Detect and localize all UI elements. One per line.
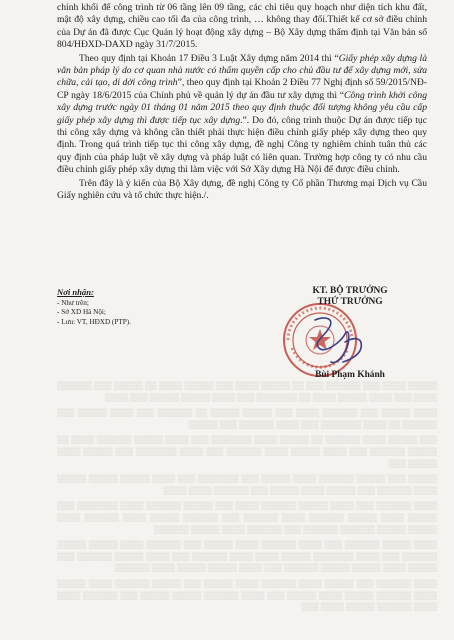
recipient-item: - Sở XD Hà Nội;: [57, 308, 106, 317]
signature-title: THỨ TRƯỞNG: [317, 297, 383, 307]
letter-body: [57, 2, 427, 203]
signer-name: Bùi Phạm Khánh: [315, 370, 385, 380]
recipients-title: Nơi nhận:: [57, 287, 94, 297]
recipient-item: - Lưu: VT, HĐXD (PTP).: [57, 317, 131, 326]
recipient-item: - Như trên;: [57, 298, 89, 307]
quote-decree-article: Công trình khởi công xây dựng trước ngày 01 tháng 01 năm 2015 theo quy định thuộc đối tượng không yêu cầu cấp giấy phép xây dựng thì được tiếp tục xây dựng: [57, 89, 428, 126]
recipients-block: [57, 288, 217, 327]
paragraph-scope: chính khối đế công trình từ 06 tầng lên 09 tầng, các chỉ tiêu quy hoạch như diện tích khu đất, mật độ xây dựng, chiều cao tối đa của công trình, … không thay đổi.Thiết kế cơ sở điều chỉnh của Dự án đã được Cục Quản lý hoạt động xây dựng – Bộ Xây dựng thẩm định tại Văn bản số 804/HĐXD-DAXD ngày 31/7/2015.: [57, 2, 427, 51]
handwritten-signature-icon: [305, 312, 375, 372]
signature-block: [285, 286, 415, 308]
paragraph-legal-basis: Theo quy định tại Khoản 17 Điều 3 Luật Xây dựng năm 2014 thì “Giấy phép xây dựng là văn bản pháp lý do cơ quan nhà nước có thẩm quyền cấp cho chủ đầu tư để xây dựng mới, sửa chữa, cải tạo, di dời công trình”, theo quy định tại Khoản 2 Điều 77 Nghị định số 59/2015/NĐ-CP ngày 18/6/2015 của Chính phủ về quản lý dự án đầu tư xây dựng thì “Công trình khởi công xây dựng trước ngày 01 tháng 01 năm 2015 theo quy định thuộc đối tượng không yêu cầu cấp giấy phép xây dựng thì được tiếp tục xây dựng.”. Do đó, công trình thuộc Dự án được tiếp tục thi công xây dựng và không cần thiết phải thực hiện điều chỉnh giấy phép xây dựng theo quy định. Trong quá trình tiếp tục thi công xây dựng, đề nghị Công ty nghiêm chỉnh tuân thủ các quy định của pháp luật về xây dựng và pháp luật có liên quan. Trường hợp công ty có nhu cầu điều chỉnh giấy phép xây dựng thì làm việc với Sở Xây dựng Hà Nội để được điều chỉnh.: [57, 52, 428, 176]
paragraph-closing: Trên đây là ý kiến của Bộ Xây dựng, đề nghị Công ty Cổ phần Thương mại Dịch vụ Cầu Giấy nghiên cứu và tổ chức thực hiện./.: [57, 177, 427, 202]
signature-authority: KT. BỘ TRƯỞNG: [312, 286, 388, 296]
quote-law-article: Giấy phép xây dựng là văn bản pháp lý do cơ quan nhà nước có thẩm quyền cấp cho chủ đầu tư để xây dựng mới, sửa chữa, cải tạo, di dời công trình: [57, 52, 427, 89]
bleed-through-text: ▒▒▒▒▒ ▒▒▒▒ ▒▒▒ ▒▒▒▒▒▒ ▒▒▒ ▒▒ ▒▒▒▒▒ ▒▒▒▒ ▒▒▒ ▒▒▒▒▒ ▒▒▒▒ ▒▒ ▒▒▒▒▒ ▒▒▒ ▒▒▒▒▒▒ ▒▒▒▒ ▒▒▒ ▒▒▒▒ ▒▒▒▒▒ ▒▒▒▒ ▒▒ ▒▒▒▒▒▒▒ ▒▒▒ ▒▒▒▒ ▒▒▒▒▒ ▒▒▒▒▒ ▒▒▒ ▒▒▒▒ ▒▒▒▒ ▒▒▒▒▒ ▒▒▒ ▒▒▒▒▒▒ ▒▒▒▒ ▒▒▒ ▒▒▒▒▒ ▒▒▒▒▒ ▒▒ ▒▒▒▒▒▒ ▒▒▒ ▒▒▒▒ ▒▒▒▒▒ ▒▒▒ ▒▒▒▒▒▒ ▒▒ ▒▒▒▒ ▒▒▒▒▒▒▒ ▒▒▒ ▒▒▒▒ ▒▒▒▒▒▒ ▒▒▒ ▒▒▒▒▒ ▒▒▒ ▒▒▒▒▒ ▒▒▒▒ ▒▒▒▒▒▒ ▒▒ ▒▒▒▒▒ ▒▒▒▒ ▒▒▒▒▒▒▒ ▒▒▒ ▒▒▒▒ ▒▒▒▒▒ ▒▒▒▒▒▒ ▒▒▒▒ ▒▒ ▒▒▒▒▒ ▒▒▒▒▒▒ ▒▒▒ ▒▒▒▒ ▒▒▒▒▒ ▒▒▒▒ ▒▒▒▒▒▒ ▒▒▒ ▒▒▒▒ ▒▒▒▒▒▒▒ ▒▒▒ ▒▒▒▒▒ ▒▒▒▒ ▒▒▒▒▒ ▒▒▒ ▒▒▒▒▒ ▒▒▒ ▒▒▒▒▒ ▒▒▒▒▒▒ ▒▒▒▒ ▒▒▒▒▒ ▒▒▒ ▒▒▒▒▒▒▒ ▒▒▒ ▒▒▒▒ ▒▒▒▒▒ ▒▒▒▒▒ ▒▒▒▒▒ ▒▒▒▒ ▒▒▒▒▒▒ ▒▒▒ ▒▒▒▒▒ ▒▒▒▒ ▒▒▒▒▒ ▒▒▒ ▒▒▒▒▒▒ ▒▒▒▒ ▒▒▒▒ ▒▒▒▒ ▒▒▒▒▒▒ ▒▒▒ ▒▒▒▒ ▒▒▒▒▒ ▒▒▒▒▒▒ ▒▒▒▒ ▒▒▒ ▒▒▒▒▒ ▒▒▒▒▒▒ ▒▒▒▒ ▒▒▒▒▒▒▒ ▒▒▒ ▒▒▒▒▒ ▒▒▒▒ ▒▒▒▒▒ ▒▒▒▒▒▒ ▒▒▒▒ ▒▒▒▒▒▒ ▒▒▒ ▒▒▒▒▒▒ ▒▒▒▒▒ ▒▒▒▒ ▒▒▒▒▒▒ ▒▒▒▒ ▒▒▒▒▒ ▒▒▒▒▒ ▒▒▒▒▒▒ ▒▒▒▒▒▒ ▒▒▒ ▒▒▒▒▒▒ ▒▒▒▒ ▒▒▒▒▒ ▒▒▒▒▒▒ ▒▒▒▒ ▒▒▒▒▒ ▒▒▒▒▒▒ ▒▒▒ ▒▒▒▒ ▒▒▒▒▒▒ ▒▒▒▒ ▒▒▒▒▒ ▒▒▒ ▒▒▒▒▒▒ ▒▒▒▒ ▒▒▒▒▒ ▒▒▒▒▒ ▒▒▒▒▒▒ ▒▒▒ ▒▒▒▒ ▒▒▒▒▒▒▒ ▒▒▒▒▒ ▒▒▒▒ ▒▒▒▒ ▒▒▒▒▒▒ ▒▒▒ ▒▒▒▒ ▒▒▒▒▒ ▒▒▒▒▒▒ ▒▒▒ ▒▒▒▒▒ ▒▒▒▒ ▒▒▒▒▒ ▒▒▒▒▒ ▒▒▒▒▒▒ ▒▒▒ ▒▒▒▒ ▒▒▒▒▒ ▒▒▒▒▒ ▒▒▒▒ ▒▒▒▒▒▒ ▒▒▒▒ ▒▒▒▒▒▒ ▒▒▒ ▒▒▒▒▒ ▒▒▒▒ ▒▒▒▒▒▒ ▒▒▒▒ ▒▒▒▒▒ ▒▒▒ ▒▒▒▒▒ ▒▒▒▒▒▒ ▒▒▒▒ ▒▒▒▒▒ ▒▒▒▒ ▒▒▒▒▒▒ ▒▒▒▒▒ ▒▒▒▒ ▒▒▒▒▒ ▒▒▒ ▒▒▒▒ ▒▒▒▒▒▒ ▒▒▒▒▒ ▒▒▒▒▒ ▒▒▒ ▒▒▒▒▒▒ ▒▒▒▒ ▒▒▒▒ ▒▒▒▒▒▒ ▒▒▒▒▒ ▒▒▒▒ ▒▒▒: [57, 381, 437, 612]
